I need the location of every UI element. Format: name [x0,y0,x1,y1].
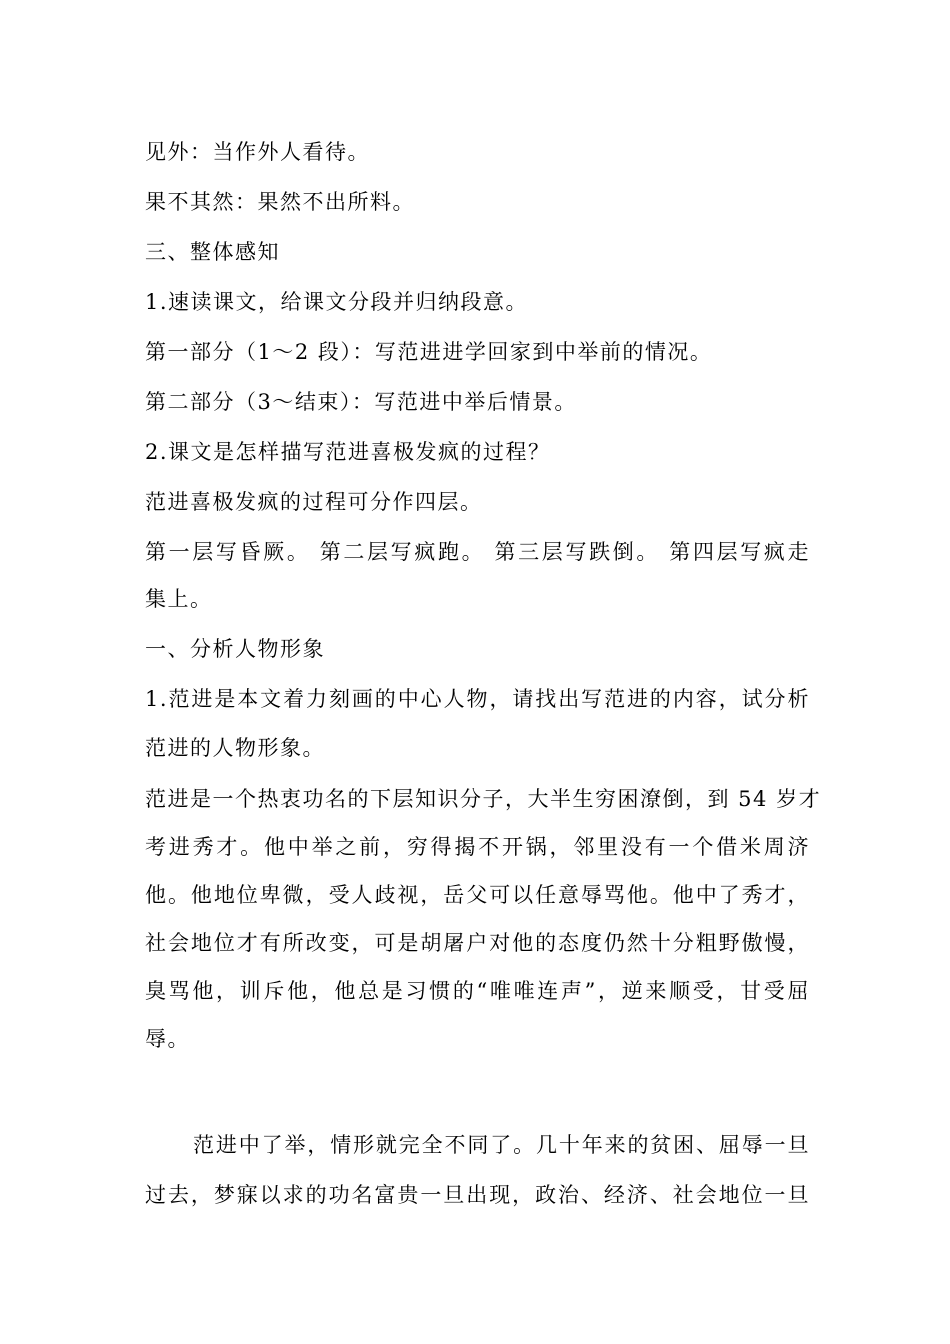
layers-paragraph [145,537,810,567]
question-1-line: 1.速读课文，给课文分段并归纳段意。 [145,290,529,314]
question-2-line: 2.课文是怎样描写范进喜极发疯的过程？ [145,440,551,464]
layers-line-1: 第一层写昏厥。 第二层写疯跑。 第三层写跌倒。 第四层写疯走 [145,540,810,564]
paragraph-line: 范进是一个热衷功名的下层知识分子，大半生穷困潦倒，到 54 岁才 [145,787,822,811]
character-question [145,684,810,714]
section-heading-character: 一、分析人物形象 [145,637,325,661]
four-layers-line: 范进喜极发疯的过程可分作四层。 [145,490,483,514]
character-question-line-2: 范进的人物形象。 [145,736,325,760]
layers-line-2: 集上。 [145,587,213,611]
vocab-line-jianwai: 见外：当作外人看待。 [145,140,370,164]
section-heading-overall: 三、整体感知 [145,240,280,264]
paragraph-line: 范进中了举，情形就完全不同了。几十年来的贫困、屈辱一旦 [193,1133,810,1157]
paragraph-line: 社会地位才有所改变，可是胡屠户对他的态度仍然十分粗野傲慢， [145,931,810,955]
part-one-line: 第一部分（1～2 段）：写范进进学回家到中举前的情况。 [145,340,713,364]
paragraph-line: 臭骂他，训斥他，他总是习惯的“唯唯连声”，逆来顺受，甘受屈 [145,979,810,1003]
vocab-line-guobuqiran: 果不其然：果然不出所料。 [145,190,415,214]
paragraph-line: 辱。 [145,1027,190,1051]
paragraph-line: 过去，梦寐以求的功名富贵一旦出现，政治、经济、社会地位一旦 [145,1183,810,1207]
paragraph-line: 考进秀才。他中举之前，穷得揭不开锅，邻里没有一个借米周济 [145,835,810,859]
paragraph-analysis-1 [145,784,822,1054]
character-question-line-1: 1.范进是本文着力刻画的中心人物，请找出写范进的内容，试分析 [145,687,810,711]
paragraph-analysis-2 [145,1130,810,1228]
part-two-line: 第二部分（3～结束）：写范进中举后情景。 [145,390,577,414]
paragraph-line: 他。他地位卑微，受人歧视，岳父可以任意辱骂他。他中了秀才， [145,883,810,907]
